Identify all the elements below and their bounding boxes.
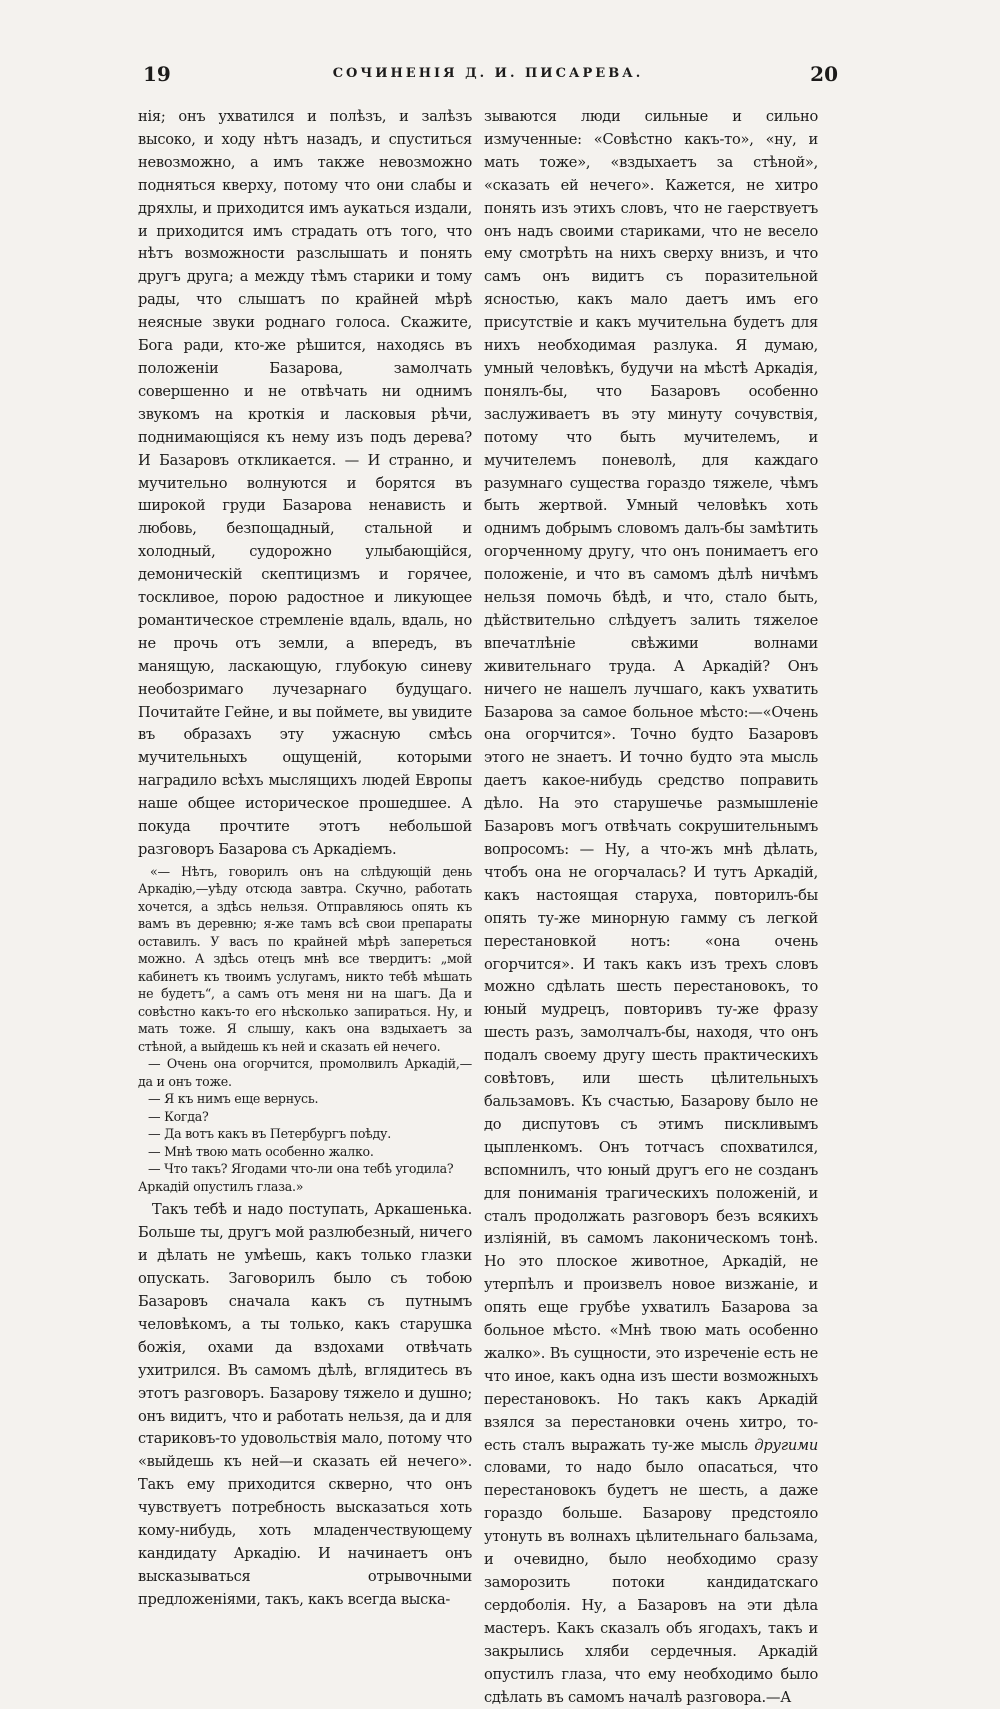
- quote-line: — Да вотъ какъ въ Петербургъ поѣду.: [148, 1126, 391, 1142]
- text-run: словами, то надо было опасаться, что перестановокъ будетъ не шесть, а даже гораздо больше. Базарову предстояло утонуть въ волнахъ цѣлительнаго бальзама, и очевидно, было необходимо сразу заморозить потоки кандидатскаго сердоболія. Ну, а Базаровъ на эти дѣла мастеръ. Какъ сказалъ объ ягодахъ, такъ и закрылись хляби сердечныя. Аркадій опустилъ глаза, что ему необходимо было сдѣлать въ самомъ началѣ разговора.—А: [484, 1459, 818, 1706]
- page-number-right: 20: [810, 62, 838, 86]
- quote-line: — Когда?: [148, 1108, 209, 1124]
- left-column: [138, 106, 472, 1612]
- right-column: [484, 106, 818, 1709]
- quote-line: — Очень она огорчится, промолвилъ Аркадій,— да и онъ тоже.: [138, 1056, 472, 1089]
- dialogue-quote: [138, 863, 472, 1196]
- quote-line: Аркадій опустилъ глаза.»: [138, 1178, 304, 1194]
- running-title: СОЧИНЕНІЯ Д. И. ПИСАРЕВА.: [332, 66, 644, 81]
- quote-line: — Мнѣ твою мать особенно жалко.: [148, 1143, 374, 1159]
- paragraph: Такъ тебѣ и надо поступать, Аркашенька. Больше ты, другъ мой разлюбезный, ничего и дѣлать не умѣешь, какъ только глазки опускать. Заговорилъ было съ тобою Базаровъ сначала какъ съ путнымъ человѣкомъ, а ты только, какъ старушка божія, охами да вздохами отвѣчать ухитрился. Въ самомъ дѣлѣ, вглядитесь въ этотъ разговоръ. Базарову тяжело и душно; онъ видитъ, что и работать нельзя, да и для стариковъ-то удовольствія мало, потому что «выйдешь къ ней—и сказать ей нечего». Такъ ему приходится скверно, что онъ чувствуетъ потребность высказаться хоть кому-нибудь, хоть младенчествующему кандидату Аркадію. И начинаетъ онъ высказываться отрывочными предложеніями, такъ, какъ всегда выска-: [138, 1201, 472, 1608]
- running-head: [138, 62, 838, 92]
- quote-line: — Я къ нимъ еще вернусь.: [148, 1091, 319, 1107]
- quote-line: «— Нѣтъ, говорилъ онъ на слѣдующій день Аркадію,—уѣду отсюда завтра. Скучно, работать хочется, а здѣсь нельзя. Отправляюсь опять къ вамъ въ деревню; я-же тамъ всѣ свои препараты оставилъ. У васъ по крайней мѣрѣ запереться можно. А здѣсь отецъ мнѣ все твердитъ: „мой кабинетъ къ твоимъ услугамъ, никто тебѣ мѣшать не будетъ“, а самъ отъ меня ни на шагъ. Да и совѣстно какъ-то его нѣсколько запираться. Ну, и мать тоже. Я слышу, какъ она вздыхаетъ за стѣной, а выйдешь къ ней и сказать ей нечего.: [138, 863, 472, 1054]
- emphasis-word: другими: [754, 1436, 818, 1454]
- page-number-left: 19: [143, 62, 171, 86]
- paragraph-continued: [484, 106, 818, 1709]
- quote-line: — Что такъ? Ягодами что-ли она тебѣ угодила?: [148, 1161, 454, 1177]
- text-run: зываются люди сильные и сильно измученные: «Совѣстно какъ-то», «ну, и мать тоже», «вздыхаетъ за стѣной», «сказать ей нечего». Кажется, не хитро понять изъ этихъ словъ, что не гаерствуетъ онъ надъ своими стариками, что не весело ему смотрѣть на нихъ сверху внизъ, и что самъ онъ видитъ съ поразительной ясностью, какъ мало даетъ имъ его присутствіе и какъ мучительна будетъ для нихъ необходимая разлука. Я думаю, умный человѣкъ, будучи на мѣстѣ Аркадія, понялъ-бы, что Базаровъ особенно заслуживаетъ въ эту минуту сочувствія, потому что быть мучителемъ, и мучителемъ поневолѣ, для каждаго разумнаго существа гораздо тяжеле, чѣмъ быть жертвой. Умный человѣкъ хоть однимъ добрымъ словомъ далъ-бы замѣтить огорченному другу, что онъ понимаетъ его положеніе, и что въ самомъ дѣлѣ ничѣмъ нельзя помочь бѣдѣ, и что, стало быть, дѣйствительно слѣдуетъ залить тяжелое впечатлѣніе свѣжими волнами живительнаго труда. А Аркадій? Онъ ничего не нашелъ лучшаго, какъ ухватить Базарова за самое больное мѣсто:—«Очень она огорчится». Точно будто Базаровъ этого не знаетъ. И точно будто эта мысль даетъ какое-нибудь средство поправить дѣло. На это старушечье размышленіе Базаровъ могъ отвѣчать сокрушительнымъ вопросомъ: — Ну, а что-жъ мнѣ дѣлать, чтобъ она не огорчалась? И тутъ Аркадій, какъ настоящая старуха, повторилъ-бы опять ту-же минорную гамму съ легкой перестановкой нотъ: «она очень огорчится». И такъ какъ изъ трехъ словъ можно сдѣлать шесть перестановокъ, то юный мудрецъ, повторивъ ту-же фразу шесть разъ, замолчалъ-бы, находя, что онъ подалъ своему другу шесть практическихъ совѣтовъ, или шесть цѣлительныхъ бальзамовъ. Къ счастью, Базарову было не до диспутовъ съ этимъ пискливымъ цыпленкомъ. Онъ тотчасъ спохватился, вспомнилъ, что юный другъ его не созданъ для пониманія трагическихъ положеній, и сталъ продолжать разговоръ безъ всякихъ изліяній, въ самомъ лаконическомъ тонѣ. Но это плоское животное, Аркадій, не утерпѣлъ и произвелъ новое визжаніе, и опять еще грубѣе ухватилъ Базарова за больное мѣсто. «Мнѣ твою мать особенно жалко». Въ сущности, это изреченіе есть не что иное, какъ одна изъ шести возможныхъ перестановокъ. Но такъ какъ Аркадій взялся за перестановки очень хитро, то-есть сталъ выражать ту-же мысль: [484, 108, 818, 1454]
- paragraph-continued: нія; онъ ухватился и полѣзъ, и залѣзъ высоко, и ходу нѣтъ назадъ, и спуститься невозможно, а имъ также невозможно подняться кверху, потому что они слабы и дряхлы, и приходится имъ аукаться издали, и приходится имъ страдать отъ того, что нѣтъ возможности разслышать и понять другъ друга; а между тѣмъ старики и тому рады, что слышатъ по крайней мѣрѣ неясные звуки роднаго голоса. Скажите, Бога ради, кто-же рѣшится, находясь въ положеніи Базарова, замолчать совершенно и не отвѣчать ни однимъ звукомъ на кроткія и ласковыя рѣчи, поднимающіяся къ нему изъ подъ дерева? И Базаровъ откликается. — И странно, и мучительно волнуются и борятся въ широкой груди Базарова ненависть и любовь, безпощадный, стальной и холодный, судорожно улыбающійся, демоническій скептицизмъ и горячее, тоскливое, порою радостное и ликующее романтическое стремленіе вдаль, вдаль, но не прочь отъ земли, а впередъ, въ манящую, ласкающую, глубокую синеву необозримаго лучезарнаго будущаго. Почитайте Гейне, и вы поймете, вы увидите въ образахъ эту ужасную смѣсь мучительныхъ ощущеній, которыми наградило всѣхъ мыслящихъ людей Европы наше общее историческое прошедшее. А покуда прочтите этотъ небольшой разговоръ Базарова съ Аркадіемъ.: [138, 108, 472, 858]
